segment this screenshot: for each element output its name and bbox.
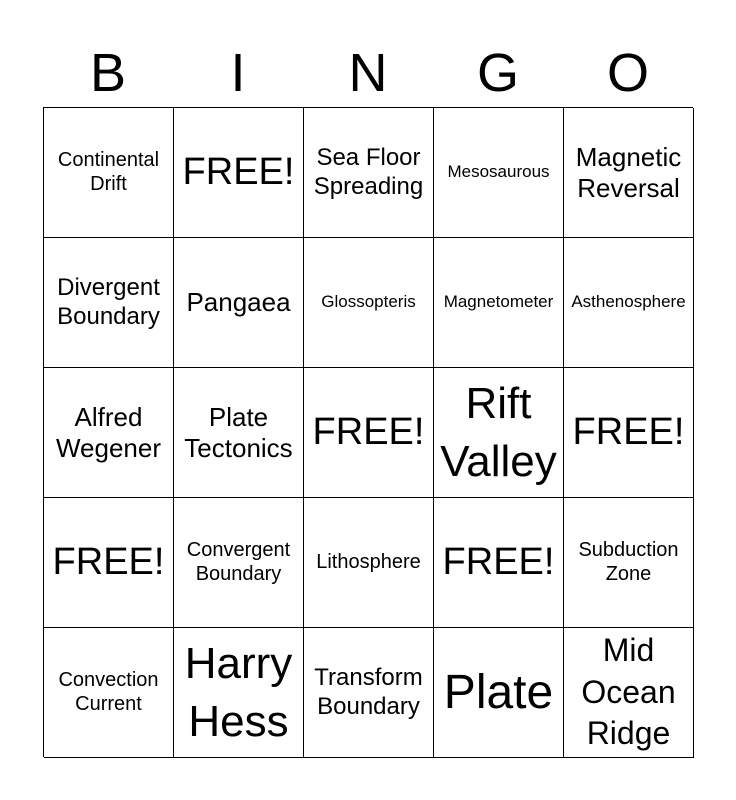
bingo-cell <box>304 628 434 758</box>
cell-text: FREE! <box>442 541 555 584</box>
cell-text: Magnetic Reversal <box>575 141 682 203</box>
bingo-cell-free <box>174 108 304 238</box>
bingo-cell <box>174 238 304 368</box>
cell-text: Mesosaurous <box>447 162 550 182</box>
bingo-cell <box>174 498 304 628</box>
bingo-card-grid <box>43 107 693 757</box>
cell-text: Sea Floor Spreading <box>313 144 424 200</box>
cell-text: Convection Current <box>58 668 159 715</box>
bingo-cell <box>44 628 174 758</box>
bingo-cell-free <box>434 498 564 628</box>
cell-text: FREE! <box>182 151 295 194</box>
cell-text: Transform Boundary <box>314 664 423 720</box>
bingo-cell-free <box>304 368 434 498</box>
cell-text: Asthenosphere <box>571 292 686 312</box>
bingo-cell <box>434 368 564 498</box>
bingo-cell <box>304 498 434 628</box>
bingo-cell <box>564 628 694 758</box>
bingo-cell <box>304 108 434 238</box>
bingo-cell <box>44 238 174 368</box>
header-letter-n: N <box>348 43 388 103</box>
cell-text: Glossopteris <box>321 292 416 312</box>
cell-text: FREE! <box>52 541 165 584</box>
cell-text: Lithosphere <box>316 550 421 573</box>
cell-text: Pangaea <box>186 287 291 318</box>
cell-text: Alfred Wegener <box>55 401 162 463</box>
cell-text: Plate Tectonics <box>184 401 293 463</box>
bingo-cell <box>434 108 564 238</box>
bingo-cell <box>564 498 694 628</box>
cell-text: Rift Valley <box>440 379 557 486</box>
bingo-cell <box>44 108 174 238</box>
header-letter-i: I <box>230 43 246 103</box>
cell-text: Magnetometer <box>443 292 554 312</box>
bingo-cell <box>304 238 434 368</box>
cell-text: FREE! <box>312 411 425 454</box>
cell-text: Subduction Zone <box>578 538 679 585</box>
bingo-header <box>43 40 693 106</box>
header-letter-o: O <box>606 43 649 103</box>
cell-text: Convergent Boundary <box>186 538 291 585</box>
cell-text: Plate <box>443 665 554 719</box>
bingo-cell <box>564 238 694 368</box>
bingo-cell <box>174 628 304 758</box>
bingo-cell <box>44 368 174 498</box>
bingo-cell-free <box>564 368 694 498</box>
header-letter-b: B <box>89 43 127 103</box>
cell-text: FREE! <box>572 411 685 454</box>
cell-text: Harry Hess <box>184 639 293 746</box>
bingo-cell <box>434 628 564 758</box>
bingo-cell <box>174 368 304 498</box>
bingo-cell <box>564 108 694 238</box>
bingo-cell <box>434 238 564 368</box>
cell-text: Mid Ocean Ridge <box>581 632 676 752</box>
cell-text: Divergent Boundary <box>57 274 160 330</box>
header-letter-g: G <box>476 43 519 103</box>
cell-text: Continental Drift <box>57 148 160 195</box>
bingo-cell-free <box>44 498 174 628</box>
